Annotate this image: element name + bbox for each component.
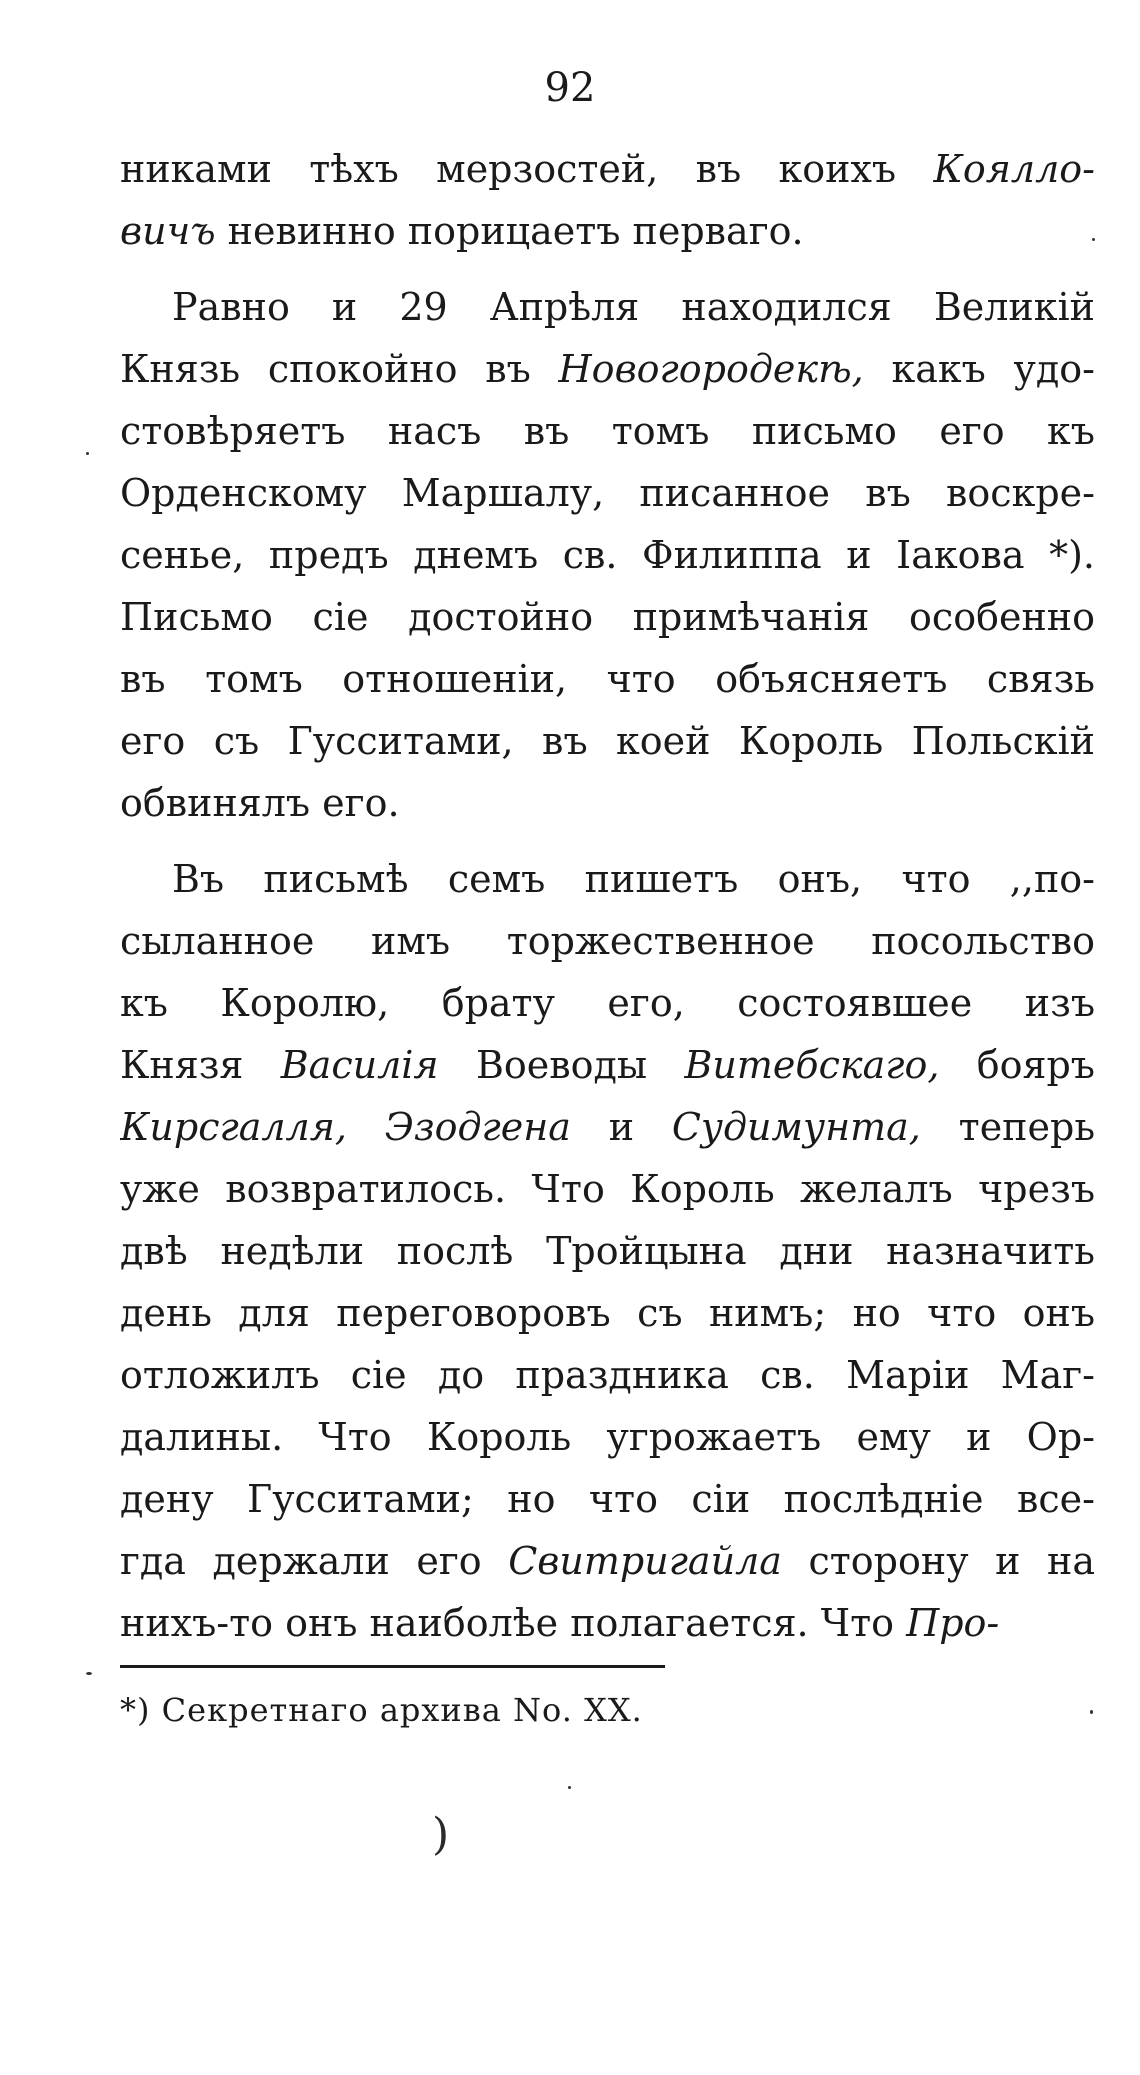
- italic-run: Василія: [280, 1043, 439, 1087]
- ink-speck: [568, 1786, 571, 1789]
- italic-run: Кирсгалля, Эзодгена: [120, 1105, 571, 1149]
- text-run: бояръ: [939, 1043, 1095, 1087]
- footnote-rule: [120, 1665, 665, 1668]
- text-run: теперь: [920, 1105, 1095, 1149]
- text-line: [120, 1034, 1095, 1096]
- text-run: Письмо сіе достойно примѣчанія особенно: [120, 595, 1095, 639]
- text-run: отложилъ сіе до праздника св. Маріи Маг-: [120, 1353, 1095, 1397]
- italic-run: Судимунта,: [671, 1105, 921, 1149]
- text-run: какъ удо-: [863, 347, 1095, 391]
- text-line: [120, 1530, 1095, 1592]
- italic-run: Витебскаго,: [684, 1043, 940, 1087]
- text-line: [120, 400, 1095, 462]
- text-run: дену Гусситами; но что сіи послѣдніе все-: [120, 1477, 1095, 1521]
- text-line: [120, 648, 1095, 710]
- text-run: гда держали его: [120, 1539, 509, 1583]
- text-line: [120, 772, 1095, 834]
- text-run: день для переговоровъ съ нимъ; но что онъ: [120, 1291, 1095, 1335]
- text-line: [120, 586, 1095, 648]
- text-run: стовѣряетъ насъ въ томъ письмо его къ: [120, 409, 1095, 453]
- text-run: двѣ недѣли послѣ Тройцына дни назначить: [120, 1229, 1095, 1273]
- text-line: [120, 1282, 1095, 1344]
- text-run: Воеводы: [438, 1043, 685, 1087]
- text-line: [120, 848, 1095, 910]
- ink-speck: [1090, 1710, 1093, 1714]
- text-run: Князя: [120, 1043, 281, 1087]
- italic-run: вичъ: [120, 209, 216, 253]
- text-run: къ Королю, брату его, состоявшее изъ: [120, 981, 1095, 1025]
- ink-speck: [86, 452, 89, 455]
- text-run: его съ Гусситами, въ коей Король Польскій: [120, 719, 1095, 763]
- stray-ink-mark: ): [432, 1809, 450, 1860]
- text-line: [120, 1406, 1095, 1468]
- text-run: Въ письмѣ семъ пишетъ онъ, что ,,по-: [172, 857, 1095, 901]
- text-run: сенье, предъ днемъ св. Филиппа и Іакова *).: [120, 533, 1095, 577]
- text-line: [120, 1158, 1095, 1220]
- italic-run: Коялло-: [933, 147, 1095, 191]
- text-line: [120, 1468, 1095, 1530]
- page-number: 92: [544, 65, 596, 111]
- text-run: Князь спокойно въ: [120, 347, 559, 391]
- footnote: *) Секретнаго архива No. XX.: [120, 1691, 643, 1729]
- text-line: [120, 710, 1095, 772]
- text-run: Орденскому Маршалу, писанное въ воскре-: [120, 471, 1095, 515]
- text-run: обвинялъ его.: [120, 781, 400, 825]
- text-run: Равно и 29 Апрѣля находился Великій: [172, 285, 1095, 329]
- text-line: [120, 1220, 1095, 1282]
- text-line: [120, 200, 1095, 262]
- text-line: [120, 462, 1095, 524]
- text-line: [120, 1096, 1095, 1158]
- italic-run: Про-: [906, 1601, 1000, 1645]
- text-line: [120, 972, 1095, 1034]
- text-run: въ томъ отношеніи, что объясняетъ связь: [120, 657, 1095, 701]
- text-line: [120, 276, 1095, 338]
- text-run: невинно порицаетъ перваго.: [215, 209, 804, 253]
- text-run: никами тѣхъ мерзостей, въ коихъ: [120, 147, 934, 191]
- text-line: [120, 1592, 1095, 1654]
- text-line: [120, 138, 1095, 200]
- text-run: далины. Что Король угрожаетъ ему и Ор-: [120, 1415, 1095, 1459]
- text-line: [120, 338, 1095, 400]
- text-run: и: [570, 1105, 672, 1149]
- text-run: нихъ-то онъ наиболѣе полагается. Что: [120, 1601, 907, 1645]
- body-text: [120, 138, 1095, 1654]
- text-run: сыланное имъ торжественное посольство: [120, 919, 1095, 963]
- text-run: сторону и на: [781, 1539, 1095, 1583]
- text-line: [120, 524, 1095, 586]
- text-run: уже возвратилось. Что Король желалъ чрезъ: [120, 1167, 1095, 1211]
- text-line: [120, 1344, 1095, 1406]
- italic-run: Новогородекѣ,: [558, 347, 864, 391]
- ink-speck: [86, 1672, 92, 1675]
- italic-run: Свитригайла: [508, 1539, 782, 1583]
- text-line: [120, 910, 1095, 972]
- ink-speck: [1092, 238, 1095, 241]
